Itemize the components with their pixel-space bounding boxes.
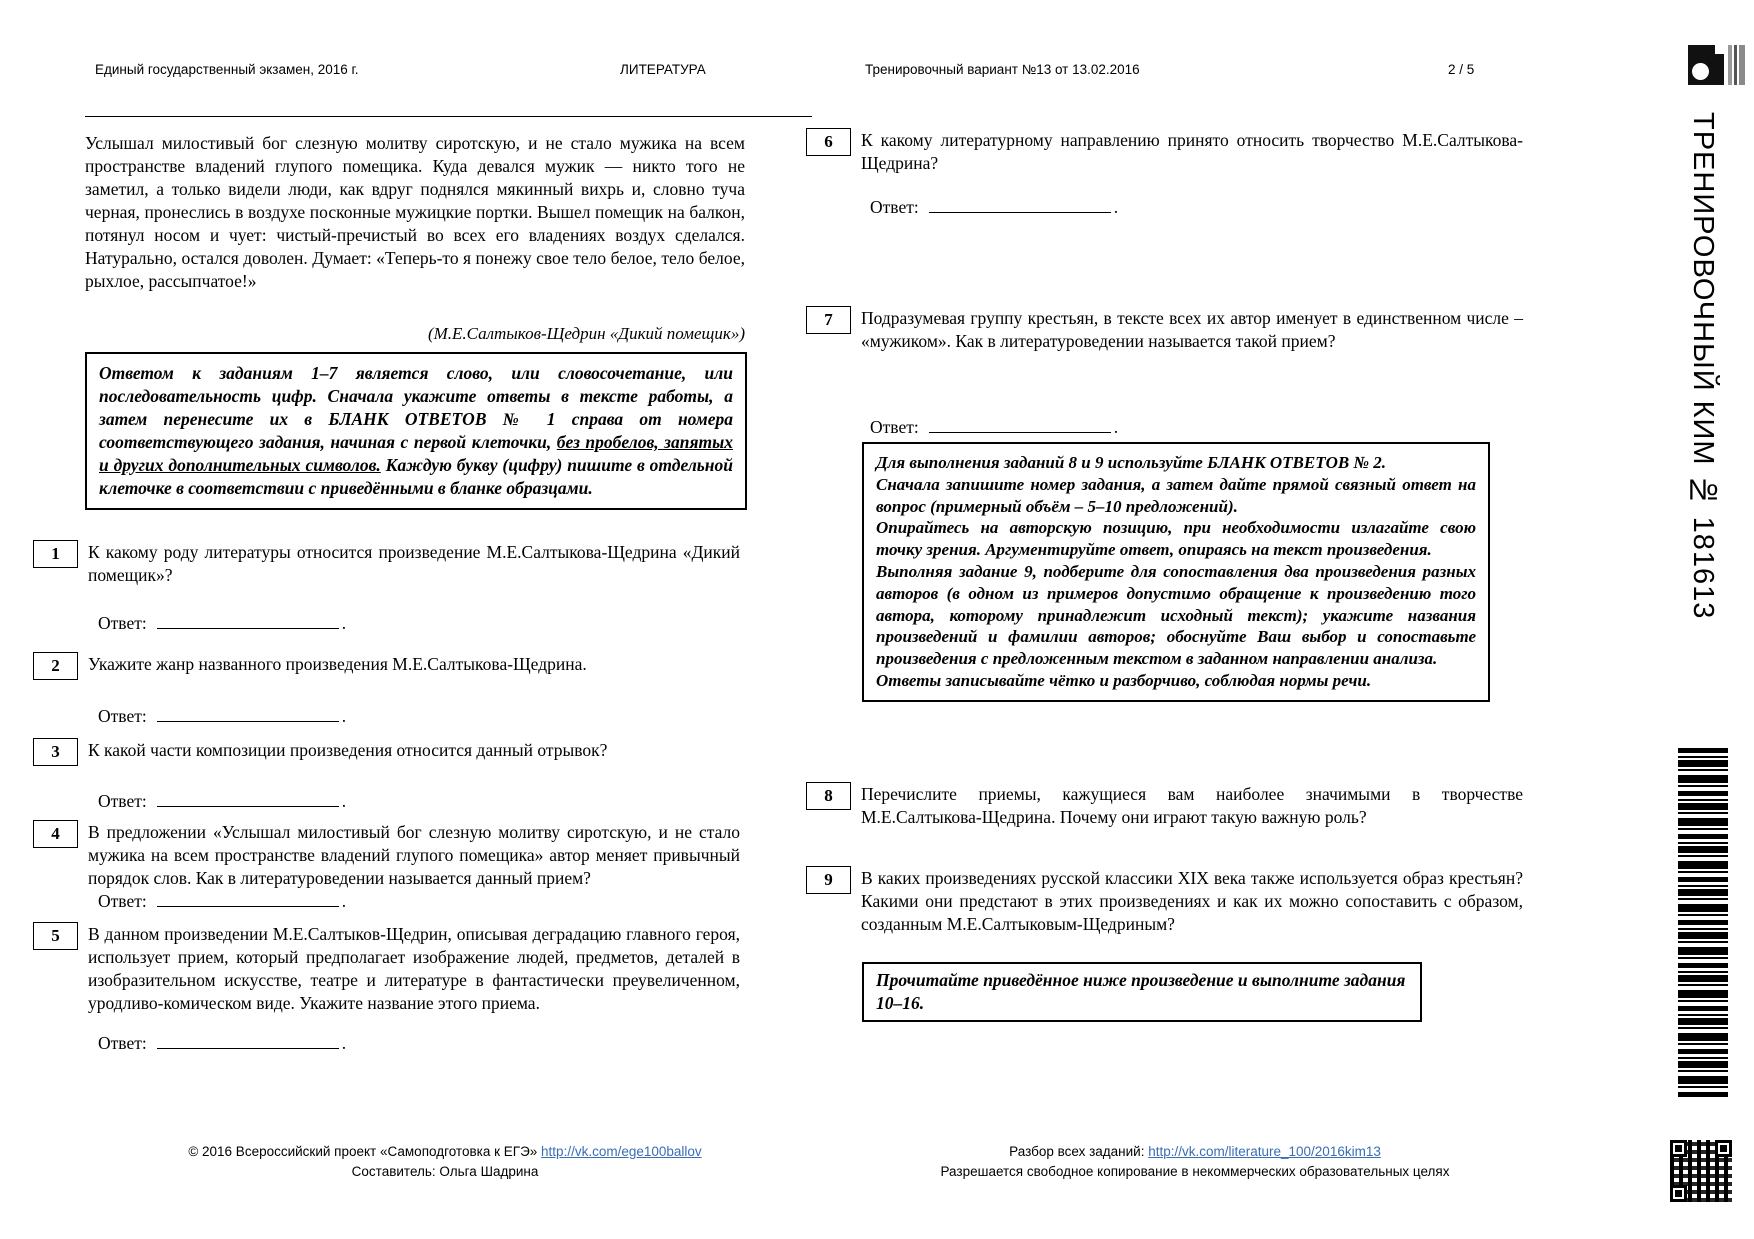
answer-blank [157,790,339,807]
answer-blank [157,1032,339,1049]
excerpt-attribution: (М.Е.Салтыков-Щедрин «Дикий помещик») [427,324,745,343]
answer-line-q5 [98,1032,346,1054]
question-4-text: В предложении «Услышал милостивый бог слезную молитву сиротскую, и не стало мужика на всем пространстве владений глупого помещика» автор меняет привычный порядок слов. Как в литературоведении называется данный прием? [88,822,740,888]
answer-label: Ответ: [98,891,147,911]
answer-dot: . [341,791,347,811]
question-9 [806,866,1523,936]
answer-label: Ответ: [98,791,147,811]
instruction2-paragraph: Выполняя задание 9, подберите для сопоставления два произведения разных авторов (в одном из примеров допустимо обращение к произведению того автора, которому принадлежит исходный текст); укажите названия произведений и фамилии авторов; обоснуйте Ваш выбор и сопоставьте произведения с предложенным текстом в заданном направлении анализа. [876,561,1476,669]
footer-license: Разрешается свободное копирование в некоммерческих образовательных целях [940,1164,1450,1179]
question-7 [806,306,1523,353]
note-box-text: Прочитайте приведённое ниже произведение и выполните задания 10–16. [876,970,1406,1013]
answer-line-q1 [98,612,346,634]
question-7-number-box: 7 [806,306,851,334]
answer-label: Ответ: [98,1033,147,1053]
answer-blank [929,416,1111,433]
answer-dot: . [341,706,347,726]
answer-dot: . [1113,417,1119,437]
answer-line-q6 [870,196,1118,218]
answer-line-q3 [98,790,346,812]
header-exam-title: Единый государственный экзамен, 2016 г. [95,62,359,77]
footer-left [130,1142,760,1182]
qr-code [1670,1140,1732,1202]
answer-blank [929,196,1111,213]
kim-vertical-label: ТРЕНИРОВОЧНЫЙ КИМ № 181613 [1687,112,1719,620]
question-5-number-box: 5 [33,922,78,950]
answer-blank [157,705,339,722]
answer-label: Ответ: [870,197,919,217]
question-5-text: В данном произведении М.Е.Салтыков-Щедрин, описывая деградацию главного героя, использует прием, который предполагает изображение людей, предметов, деталей в изобразительном искусстве, театре и литературе в фантастически преувеличенном, уродливо-комическом виде. Укажите название этого приема. [88,924,740,1013]
question-4-number-box: 4 [33,820,78,848]
instruction2-paragraph: Ответы записывайте чётко и разборчиво, соблюдая нормы речи. [876,670,1372,690]
header-subject: ЛИТЕРАТУРА [620,62,706,77]
footer-copyright: © 2016 Всероссийский проект «Самоподготовка к ЕГЭ» [188,1144,542,1159]
question-9-text: В каких произведениях русской классики XIX века также используется образ крестьян? Какими они предстают в этих произведениях и как их можно сопоставить с образом, созданным М.Е.Салтыковым-Щедриным? [861,868,1523,934]
answer-line-q4 [98,890,346,912]
instruction-box-tasks-1-7 [85,352,747,510]
footer-right [880,1142,1510,1182]
header-divider [85,116,812,117]
question-7-text: Подразумевая группу крестьян, в тексте всех их автор именует в единственном числе – «мужиком». Как в литературоведении называется такой прием? [861,308,1523,351]
answer-blank [157,612,339,629]
question-2-number-box: 2 [33,652,78,680]
answer-line-q2 [98,705,346,727]
question-3-text: К какой части композиции произведения относится данный отрывок? [88,740,608,760]
question-6-text: К какому литературному направлению принято относить творчество М.Е.Салтыкова-Щедрина? [861,130,1523,173]
instruction2-paragraph: Для выполнения заданий 8 и 9 используйте БЛАНК ОТВЕТОВ № 2. [876,453,1387,472]
question-8-number-box: 8 [806,782,851,810]
footer-solutions-label: Разбор всех заданий: [1009,1144,1149,1159]
question-8-text: Перечислите приемы, кажущиеся вам наиболее значимыми в творчестве М.Е.Салтыкова-Щедрина. Почему они играют такую важную роль? [861,784,1523,827]
answer-label: Ответ: [98,706,147,726]
answer-label: Ответ: [98,613,147,633]
header-page-number: 2 / 5 [1448,62,1475,77]
footer-right-link[interactable]: http://vk.com/literature_100/2016kim13 [1148,1144,1381,1159]
instruction-box-tasks-8-9 [862,442,1490,702]
excerpt-text: Услышал милостивый бог слезную молитву сиротскую, и не стало мужика на всем пространстве владений глупого помещика. Куда девался мужик — никто того не заметил, а только видели люди, как вдруг поднялся мякинный вихрь и, словно туча черная, пронеслись в воздухе посконные мужицкие портки. Вышел помещик на балкон, потянул носом и чует: чистый-пречистый во всех его владениях воздух сделался. Натурально, остался доволен. Думает: «Теперь-то я понежу свое тело белое, тело белое, рыхлое, рассыпчатое!» [85,133,745,291]
instruction2-paragraph: Сначала запишите номер задания, а затем дайте прямой связный ответ на вопрос (примерный объём – 5–10 предложений). [876,474,1476,516]
answer-dot: . [1113,197,1119,217]
instruction2-paragraph: Опирайтесь на авторскую позицию, при необходимости излагайте свою точку зрения. Аргументируйте ответ, опираясь на текст произведения. [876,518,1476,560]
instruction-part2: Каждую букву (цифру) пишите в отдельной клеточке в соответствии с приведёнными в бланке образцами. [99,455,733,498]
barcode [1678,748,1728,1100]
question-2 [33,652,740,680]
footer-author: Составитель: Ольга Шадрина [351,1164,539,1179]
question-2-text: Укажите жанр названного произведения М.Е.Салтыкова-Щедрина. [88,654,587,674]
question-1 [33,540,740,587]
question-3 [33,738,740,766]
question-1-text: К какому роду литературы относится произведение М.Е.Салтыкова-Щедрина «Дикий помещик»? [88,542,740,585]
answer-label: Ответ: [870,417,919,437]
instruction-underlined: без пробелов, запятых и других дополнительных символов. [99,432,733,475]
question-4 [33,820,740,890]
answer-dot: . [341,1033,347,1053]
instruction-part1: Ответом к заданиям 1–7 является слово, или словосочетание, или последовательность цифр. Сначала укажите ответы в тексте работы, а затем перенесите их в БЛАНК ОТВЕТОВ № 1 справа от номера соответствующего задания, начиная с первой клеточки, [99,363,733,452]
question-8 [806,782,1523,829]
question-5 [33,922,740,1015]
answer-dot: . [341,613,347,633]
header-variant: Тренировочный вариант №13 от 13.02.2016 [865,62,1140,77]
question-6 [806,128,1523,175]
question-6-number-box: 6 [806,128,851,156]
footer-left-link[interactable]: http://vk.com/ege100ballov [541,1144,702,1159]
question-1-number-box: 1 [33,540,78,568]
note-box-tasks-10-16 [862,962,1422,1022]
answer-blank [157,890,339,907]
answer-dot: . [341,891,347,911]
question-3-number-box: 3 [33,738,78,766]
question-9-number-box: 9 [806,866,851,894]
project-logo-icon [1688,45,1742,91]
answer-line-q7 [870,416,1118,438]
